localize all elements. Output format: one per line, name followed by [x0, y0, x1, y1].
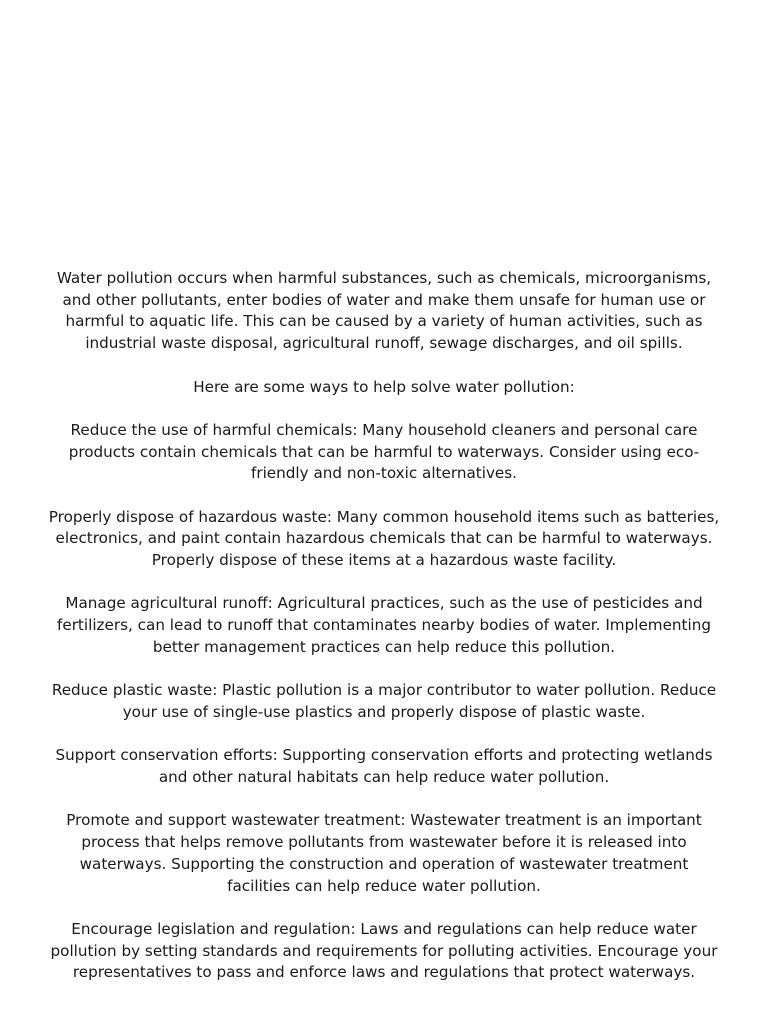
ways-heading-paragraph: Here are some ways to help solve water pollution: — [193, 377, 575, 396]
tip-plastic-waste: Reduce plastic waste: Plastic pollution is a major contributor to water pollution. Reduce your use of single-use plastics and properly dispose of plastic waste. — [51, 681, 717, 721]
tip-legislation: Encourage legislation and regulation: Laws and regulations can help reduce water pollution by setting standards and requirements for polluting activities. Encourage your representatives to pass and enforce laws and regulations that protect waterways. — [50, 919, 718, 982]
tip-reduce-chemicals: Reduce the use of harmful chemicals: Many household cleaners and personal care products contain chemicals that can be harmful to waterways. Consider using eco-friendly and non-toxic alternatives. — [68, 420, 700, 483]
intro-paragraph: Water pollution occurs when harmful substances, such as chemicals, microorganisms, and other pollutants, enter bodies of water and make them unsafe for human use or harmful to aquatic life. This can be caused by a variety of human activities, such as industrial waste disposal, agricultural runoff, sewage discharges, and oil spills. — [56, 269, 712, 353]
document-body — [48, 268, 720, 1006]
tip-hazardous-waste: Properly dispose of hazardous waste: Many common household items such as batteries, electronics, and paint contain hazardous chemicals that can be harmful to waterways. Properly dispose of these items at a hazardous waste facility. — [48, 507, 720, 570]
tip-wastewater-treatment: Promote and support wastewater treatment: Wastewater treatment is an important process that helps remove pollutants from wastewater before it is released into waterways. Supporting the construction and operation of wastewater treatment facilities can help reduce water pollution. — [66, 811, 702, 895]
tip-agricultural-runoff: Manage agricultural runoff: Agricultural practices, such as the use of pesticides and fertilizers, can lead to runoff that contaminates nearby bodies of water. Implementing better management practices can help reduce this pollution. — [57, 594, 711, 656]
tip-conservation: Support conservation efforts: Supporting conservation efforts and protecting wetlands and other natural habitats can help reduce water pollution. — [55, 746, 713, 787]
